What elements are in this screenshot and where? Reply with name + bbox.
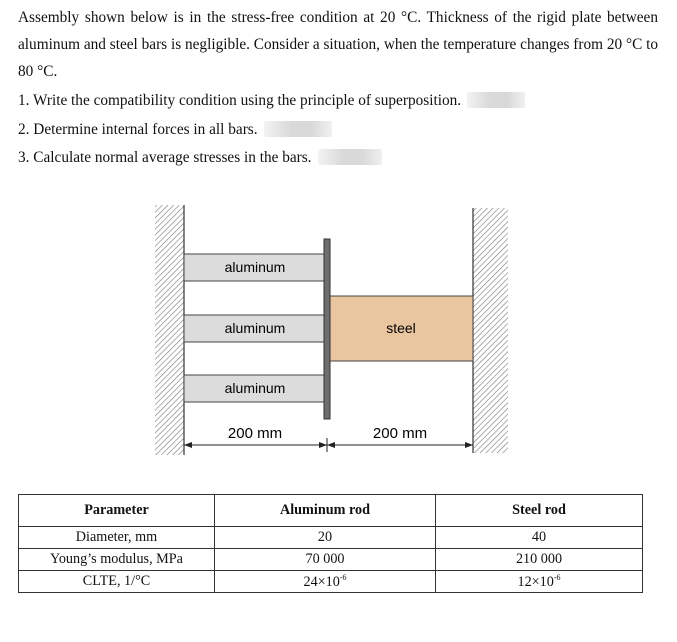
param-youngs-modulus: Young’s modulus, MPa [19,549,215,571]
aluminum-label-2: aluminum [224,320,286,336]
aluminum-label-1: aluminum [224,259,286,275]
param-clte: CLTE, 1/°C [19,571,215,593]
task-1 [18,92,525,110]
table-row [19,527,643,549]
steel-clte-exponent: -6 [553,572,561,582]
aluminum-clte [215,571,436,593]
right-wall [473,208,508,453]
dimension-left-label: 200 mm [227,425,283,442]
task-2-text: 2. Determine internal forces in all bars. [18,121,258,138]
task-2 [18,121,332,139]
steel-diameter: 40 [436,527,643,549]
assembly-diagram [150,200,515,460]
aluminum-clte-base: 24×10 [303,573,340,590]
aluminum-diameter: 20 [215,527,436,549]
task-1-text: 1. Write the compatibility condition using the principle of superposition. [18,92,462,109]
table-header-row [19,495,643,527]
task-3-text: 3. Calculate normal average stresses in the bars. [18,149,312,166]
task-3 [18,149,382,167]
redacted-answer-box [264,121,332,137]
header-parameter: Parameter [19,495,215,527]
steel-label: steel [386,320,416,336]
parameters-table [18,494,643,593]
header-aluminum: Aluminum rod [215,495,436,527]
steel-clte [436,571,643,593]
header-steel: Steel rod [436,495,643,527]
left-wall [155,205,184,455]
aluminum-label-3: aluminum [224,380,286,396]
table-row [19,571,643,593]
redacted-answer-box [467,92,525,108]
steel-youngs-modulus: 210 000 [436,549,643,571]
problem-statement: Assembly shown below is in the stress-free condition at 20 °C. Thickness of the rigid plate between aluminum and steel bars is negligible. Consider a situation, when the temperature changes from 20 °C to 80 °C. [18,9,658,80]
steel-clte-base: 12×10 [517,573,554,590]
table-row [19,549,643,571]
aluminum-youngs-modulus: 70 000 [215,549,436,571]
rigid-plate [324,239,330,419]
param-diameter: Diameter, mm [19,527,215,549]
redacted-answer-box [318,149,382,165]
dimension-right-label: 200 mm [372,425,428,442]
aluminum-clte-exponent: -6 [339,572,347,582]
